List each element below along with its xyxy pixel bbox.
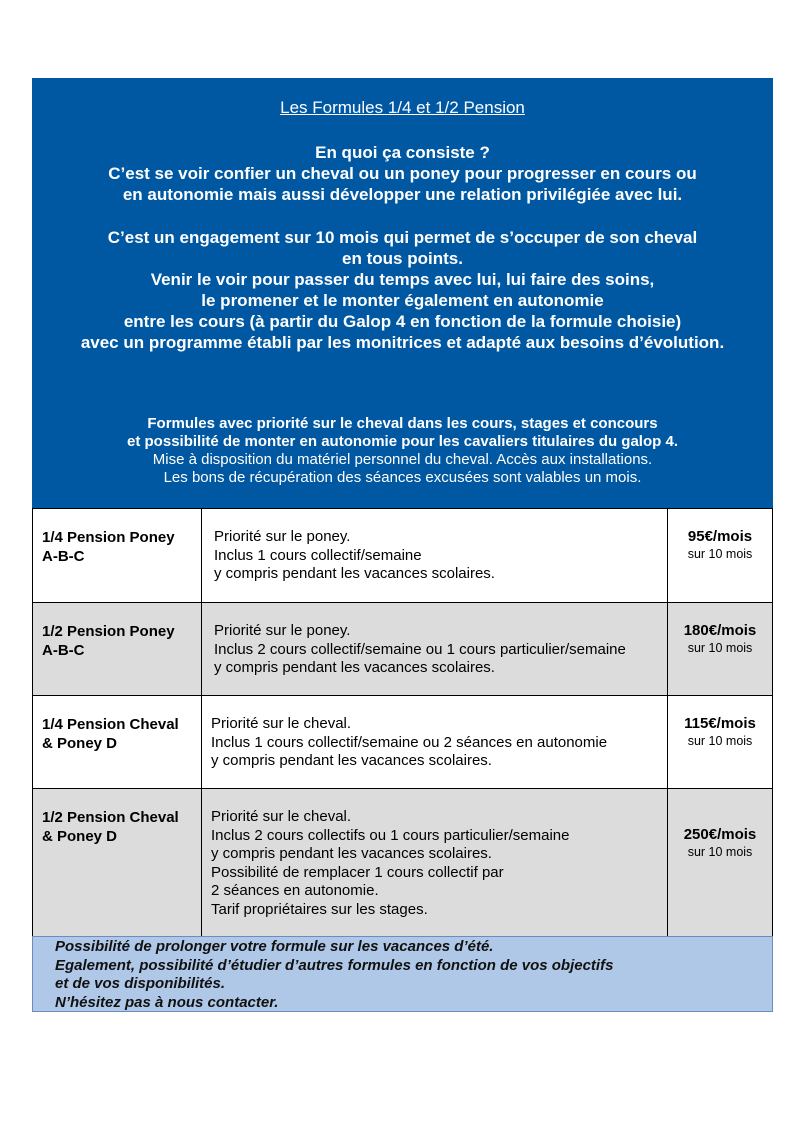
features-text	[32, 415, 773, 487]
price-value: 115€/mois	[684, 715, 756, 732]
intro-line: le promener et le monter également en autonomie	[201, 291, 604, 310]
table-row	[32, 695, 773, 788]
formule-details: Priorité sur le cheval. Inclus 2 cours collectifs ou 1 cours particulier/semaine y compris pendant les vacances scolaires. Possibilité de remplacer 1 cours collectif par 2 séances en autonomie. Tarif propriétaires sur les stages.	[202, 789, 668, 936]
price-value: 95€/mois	[687, 528, 753, 545]
formule-price	[668, 789, 772, 936]
feature-line: Les bons de récupération des séances excusées sont valables un mois.	[163, 469, 642, 486]
intro-line: C’est se voir confier un cheval ou un poney pour progresser en cours ou	[108, 164, 697, 183]
formule-price	[668, 696, 772, 788]
header-panel	[32, 78, 773, 509]
formule-name: 1/4 Pension Cheval & Poney D	[33, 696, 202, 788]
footer-line: et de vos disponibilités.	[55, 975, 226, 992]
footer-line: Egalement, possibilité d’étudier d’autres formules en fonction de vos objectifs	[55, 956, 614, 974]
intro-line: C’est un engagement sur 10 mois qui permet de s’occuper de son cheval	[107, 228, 698, 247]
formule-price	[668, 603, 772, 695]
formule-name: 1/4 Pension Poney A-B-C	[33, 509, 202, 602]
formule-details: Priorité sur le poney. Inclus 2 cours collectif/semaine ou 1 cours particulier/semaine y compris pendant les vacances scolaires.	[202, 603, 668, 695]
price-period: sur 10 mois	[687, 845, 753, 859]
formule-name: 1/2 Pension Poney A-B-C	[33, 603, 202, 695]
formules-table	[32, 508, 773, 936]
spacer	[32, 205, 773, 227]
price-value: 250€/mois	[683, 826, 757, 843]
feature-line: Mise à disposition du matériel personnel du cheval. Accès aux installations.	[152, 451, 653, 468]
intro-line: en autonomie mais aussi développer une relation privilégiée avec lui.	[122, 185, 683, 204]
feature-line: et possibilité de monter en autonomie pour les cavaliers titulaires du galop 4.	[127, 433, 678, 450]
table-row	[32, 508, 773, 602]
table-row	[32, 602, 773, 695]
price-period: sur 10 mois	[687, 547, 753, 561]
price-period: sur 10 mois	[687, 734, 753, 748]
page-title: Les Formules 1/4 et 1/2 Pension	[280, 98, 525, 117]
formule-details: Priorité sur le cheval. Inclus 1 cours collectif/semaine ou 2 séances en autonomie y compris pendant les vacances scolaires.	[202, 696, 668, 788]
intro-line: Venir le voir pour passer du temps avec lui, lui faire des soins,	[150, 270, 655, 289]
footer-line: N’hésitez pas à nous contacter.	[55, 993, 279, 1011]
feature-line: Formules avec priorité sur le cheval dans les cours, stages et concours	[147, 415, 658, 432]
footer-line: Possibilité de prolonger votre formule sur les vacances d’été.	[55, 938, 494, 955]
price-value: 180€/mois	[683, 622, 757, 639]
intro-line: entre les cours (à partir du Galop 4 en fonction de la formule choisie)	[123, 312, 682, 331]
intro-line: En quoi ça consiste ?	[315, 143, 490, 162]
intro-text	[32, 142, 773, 353]
formule-name: 1/2 Pension Cheval & Poney D	[33, 789, 202, 936]
formule-details: Priorité sur le poney. Inclus 1 cours collectif/semaine y compris pendant les vacances scolaires.	[202, 509, 668, 602]
footer-note	[32, 936, 773, 1012]
table-row	[32, 788, 773, 936]
formule-price	[668, 509, 772, 602]
intro-line: en tous points.	[342, 249, 463, 268]
intro-line: avec un programme établi par les monitrices et adapté aux besoins d’évolution.	[80, 333, 725, 352]
price-period: sur 10 mois	[687, 641, 753, 655]
